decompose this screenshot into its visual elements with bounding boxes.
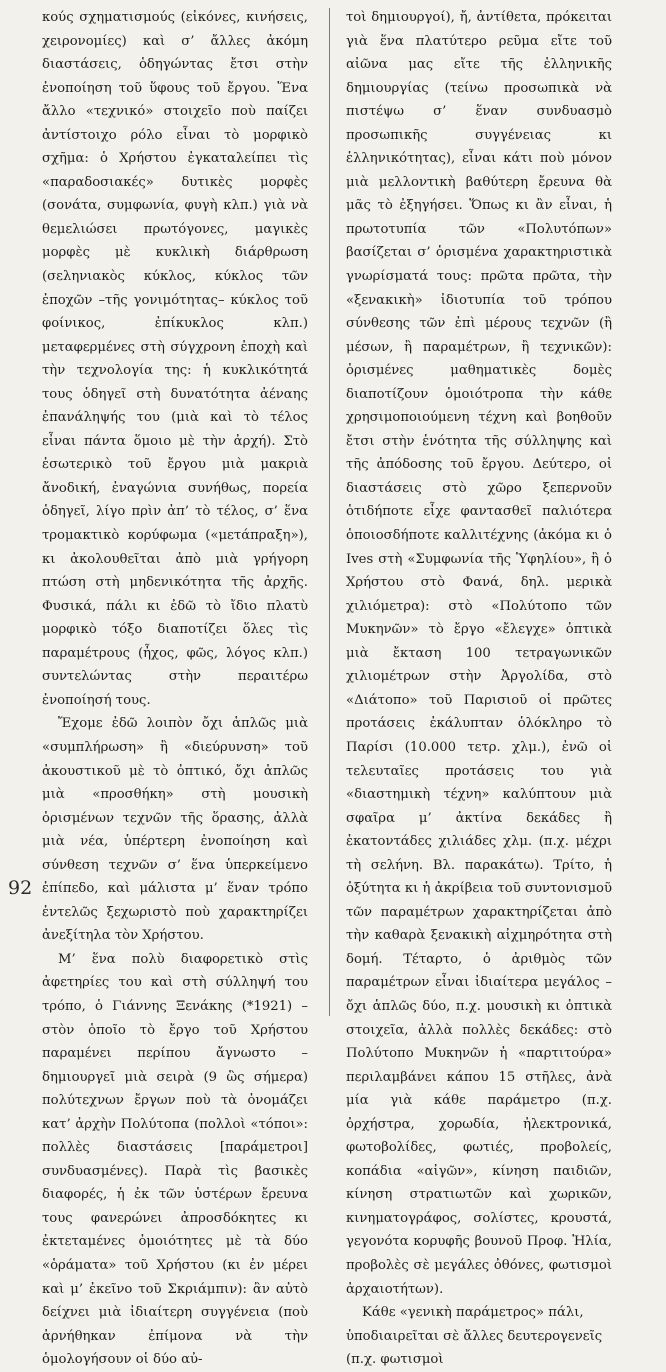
right-text-column: [346, 6, 612, 1372]
column-divider: [329, 8, 330, 1016]
left-paragraph-1: κούς σχηματισμούς (εἰκόνες, κινήσεις, χειρονομίες) καὶ σ’ ἄλλες ἀκόμη διαστάσεις, ὁδηγώντας ἔτσι στὴν ἐνοποίηση τοῦ ὕφους τοῦ ἔργου. Ἕνα ἄλλο «τεχνικό» στοιχεῖο ποὺ παίζει ἀντίστοιχο ρόλο εἶναι τὸ μορφικὸ σχῆμα: ὁ Χρήστου ἐγκαταλείπει τὶς «παραδοσιακές» δυτικὲς μορφὲς (σονάτα, συμφωνία, φυγὴ κλπ.) γιὰ νὰ θεμελιώσει πρωτόγονες, μαγικὲς μορφὲς μὲ κυκλικὴ διάρθρωση (σεληνιακὸς κύκλος, κύκλος τῶν ἐποχῶν –τῆς γονιμότητας– κύκλος τοῦ φοίνικος, ἐπίκυκλος κλπ.) μεταφερμένες στὴ σύγχρονη ἐποχὴ καὶ τὴν τεχνολογία της: ἡ κυκλικότητά τους ὁδηγεῖ στὴ δυνατότητα ἀέναης ἐπανάληψής του (μιὰ καὶ τὸ τέλος εἶναι πάντα ὅμοιο μὲ τὴν ἀρχή). Στὸ ἐσωτερικὸ τοῦ ἔργου μιὰ μακριὰ ἄνοδική, ἐναγώνια συνήθως, πορεία ὁδηγεῖ, λίγο πρὶν ἀπ’ τὸ τέλος, σ’ ἕνα τρομακτικὸ κορύφωμα («μετάπραξη»), κι ἀκολουθεῖται ἀπὸ μιὰ γρήγορη πτώση στὴ μηδενικότητα τῆς ἀρχῆς. Φυσικά, πάλι κι ἐδῶ τὸ ἴδιο πλατὺ μορφικὸ τόξο διαποτίζει ὅλες τὶς παραμέτρους (ἦχος, φῶς, λόγος κλπ.) συντελώντας στὴν περαιτέρω ἐνοποίησή τους.: [42, 10, 308, 708]
page-number: 92: [8, 877, 33, 899]
right-paragraph-1: τοὶ δημιουργοί), ἤ, ἀντίθετα, πρόκειται γιὰ ἕνα πλατύτερο ρεῦμα εἴτε τοῦ αἰῶνα μας εἴτε τῆς ἑλληνικῆς δημιουργίας (τείνω προσωπικὰ νὰ πιστέψω σ’ ἕναν συνδυασμὸ προσωπικῆς συγγένειας κι ἑλληνικότητας), εἶναι κάτι ποὺ μόνον μιὰ μελλοντικὴ βαθύτερη ἔρευνα θὰ μᾶς τὸ ἐξηγήσει. Ὅπως κι ἂν εἶναι, ἡ πρωτοτυπία τῶν «Πολυτόπων» βασίζεται σ’ ὁρισμένα χαρακτηριστικὰ γνωρίσματά τους: πρῶτα πρῶτα, τὴν «ξενακικὴ» ἰδιοτυπία τοῦ τρόπου σύνθεσης τῶν ἐπὶ μέρους τεχνῶν (ἢ μέσων, ἢ παραμέτρων, ἢ τεχνικῶν): ὁρισμένες μαθηματικὲς δομὲς διαποτίζουν ὁμοιότροπα τὴν κάθε χρησιμοποιούμενη τέχνη καὶ βοηθοῦν ἔτσι στὴν ἑνότητα τῆς σύλληψης καὶ τῆς ἀπόδοσης τοῦ ἔργου. Δεύτερο, οἱ διαστάσεις στὸ χῶρο ξεπερνοῦν ὁτιδήποτε εἶχε φαντασθεῖ παλιότερα ὁποιοσδήποτε καλλιτέχνης (ἀκόμα κι ὁ Ives στὴ «Συμφωνία τῆς Ὑφηλίου», ἢ ὁ Χρήστου στὸ Φανά, δηλ. μερικὰ χιλιόμετρα): στὸ «Πολύτοπο τῶν Μυκηνῶν» τὸ ἔργο «ἔλεγχε» ὀπτικὰ μιὰ ἔκταση 100 τετραγωνικῶν χιλιομέτρων στὴν Ἀργολίδα, στὸ «Διάτοπο» τοῦ Παρισιοῦ οἱ πρῶτες προτάσεις ἐκάλυπταν ὁλόκληρο τὸ Παρίσι (10.000 τετρ. χλμ.), ἐνῶ οἱ τελευταῖες προτάσεις του γιὰ «διαστημικὴ τέχνη» καλύπτουν μιὰ σφαῖρα μ’ ἀκτίνα δεκάδες ἢ ἑκατοντάδες χιλιάδες χλμ. (π.χ. μέχρι τὴ σελήνη. Βλ. παρακάτω). Τρίτο, ἡ ὀξύτητα κι ἡ ἀκρίβεια τοῦ συντονισμοῦ τῶν παραμέτρων χαρακτηρίζεται ἀπὸ τὴν καθαρὰ ξενακικὴ αἰχμηρότητα στὴ δομή. Τέταρτο, ὁ ἀριθμὸς τῶν παραμέτρων εἶναι ἰδιαίτερα μεγάλος – ὄχι ἁπλῶς δύο, π.χ. μουσικὴ κι ὀπτικὰ στοιχεῖα, ἀλλὰ πολλὲς δεκάδες: στὸ Πολύτοπο Μυκηνῶν ἡ «παρτιτούρα» περιλαμβάνει κάπου 15 στῆλες, ἀνὰ μία γιὰ κάθε παράμετρο (π.χ. ὀρχήστρα, χορωδία, ἠλεκτρονικά, φωτοβολίδες, φωτιές, προβολείς, κοπάδια «αἰγῶν», κίνηση παιδιῶν, κίνηση στρατιωτῶν καὶ χωρικῶν, κινηματογράφος, σολίστες, κρουστά, γεγονότα κορυφῆς βουνοῦ Προφ. Ἠλία, προβολὲς σὲ μεγάλες ὀθόνες, φωτισμοὶ ἀρχαιοτήτων).: [346, 10, 612, 1297]
right-paragraph-2: Κάθε «γενικὴ παράμετρος» πάλι, ὑποδιαιρεῖται σὲ ἄλλες δευτερογενεῖς (π.χ. φωτισμοὶ: [346, 1305, 603, 1368]
left-paragraph-3: Μ’ ἕνα πολὺ διαφορετικὸ στὶς ἀφετηρίες του καὶ στὴ σύλληψή του τρόπο, ὁ Γιάννης Ξενάκης (*1921) – στὸν ὁποῖο τὸ ἔργο τοῦ Χρήστου παραμένει περίπου ἄγνωστο – δημιουργεῖ μιὰ σειρὰ (9 ὣς σήμερα) πολύτεχνων ἔργων ποὺ τὰ ὀνομάζει κατ’ ἀρχὴν Πολύτοπα (πολλοὶ «τόποι»: πολλὲς διαστάσεις [παράμετροι] συνδυασμένες). Παρὰ τὶς βασικὲς διαφορές, ἡ ἐκ τῶν ὑστέρων ἔρευνα τους φανερώνει ἀπροσδόκητες κι ἐκτεταμένες ὁμοιότητες μὲ τὰ δύο «ὁράματα» τοῦ Χρήστου (κι ἐν μέρει καὶ μ’ ἐκεῖνο τοῦ Σκριάμπιν): ἂν αὐτὸ δείχνει μιὰ ἰδιαίτερη συγγένεια (ποὺ ἀρνήθηκαν ἐπίμονα νὰ τὴν ὁμολογήσουν οἱ δύο αὐ-: [42, 951, 308, 1368]
left-paragraph-2: Ἔχομε ἐδῶ λοιπὸν ὄχι ἁπλῶς μιὰ «συμπλήρωση» ἢ «διεύρυνση» τοῦ ἀκουστικοῦ μὲ τὸ ὀπτικό, ὄχι ἁπλῶς μιὰ «προσθήκη» στὴ μουσικὴ ὁρισμένων τεχνῶν τῆς ὅρασης, ἀλλὰ μιὰ νέα, ὑπέρτερη ἐνοποίηση καὶ σύνθεση τεχνῶν σ’ ἕνα ὑπερκείμενο ἐπίπεδο, καὶ μάλιστα μ’ ἕναν τρόπο ἐντελῶς ξεχωριστὸ ποὺ χαρακτηρίζει ἀνεξίτηλα τὸν Χρήστου.: [42, 716, 308, 944]
left-text-column: [42, 6, 308, 1372]
